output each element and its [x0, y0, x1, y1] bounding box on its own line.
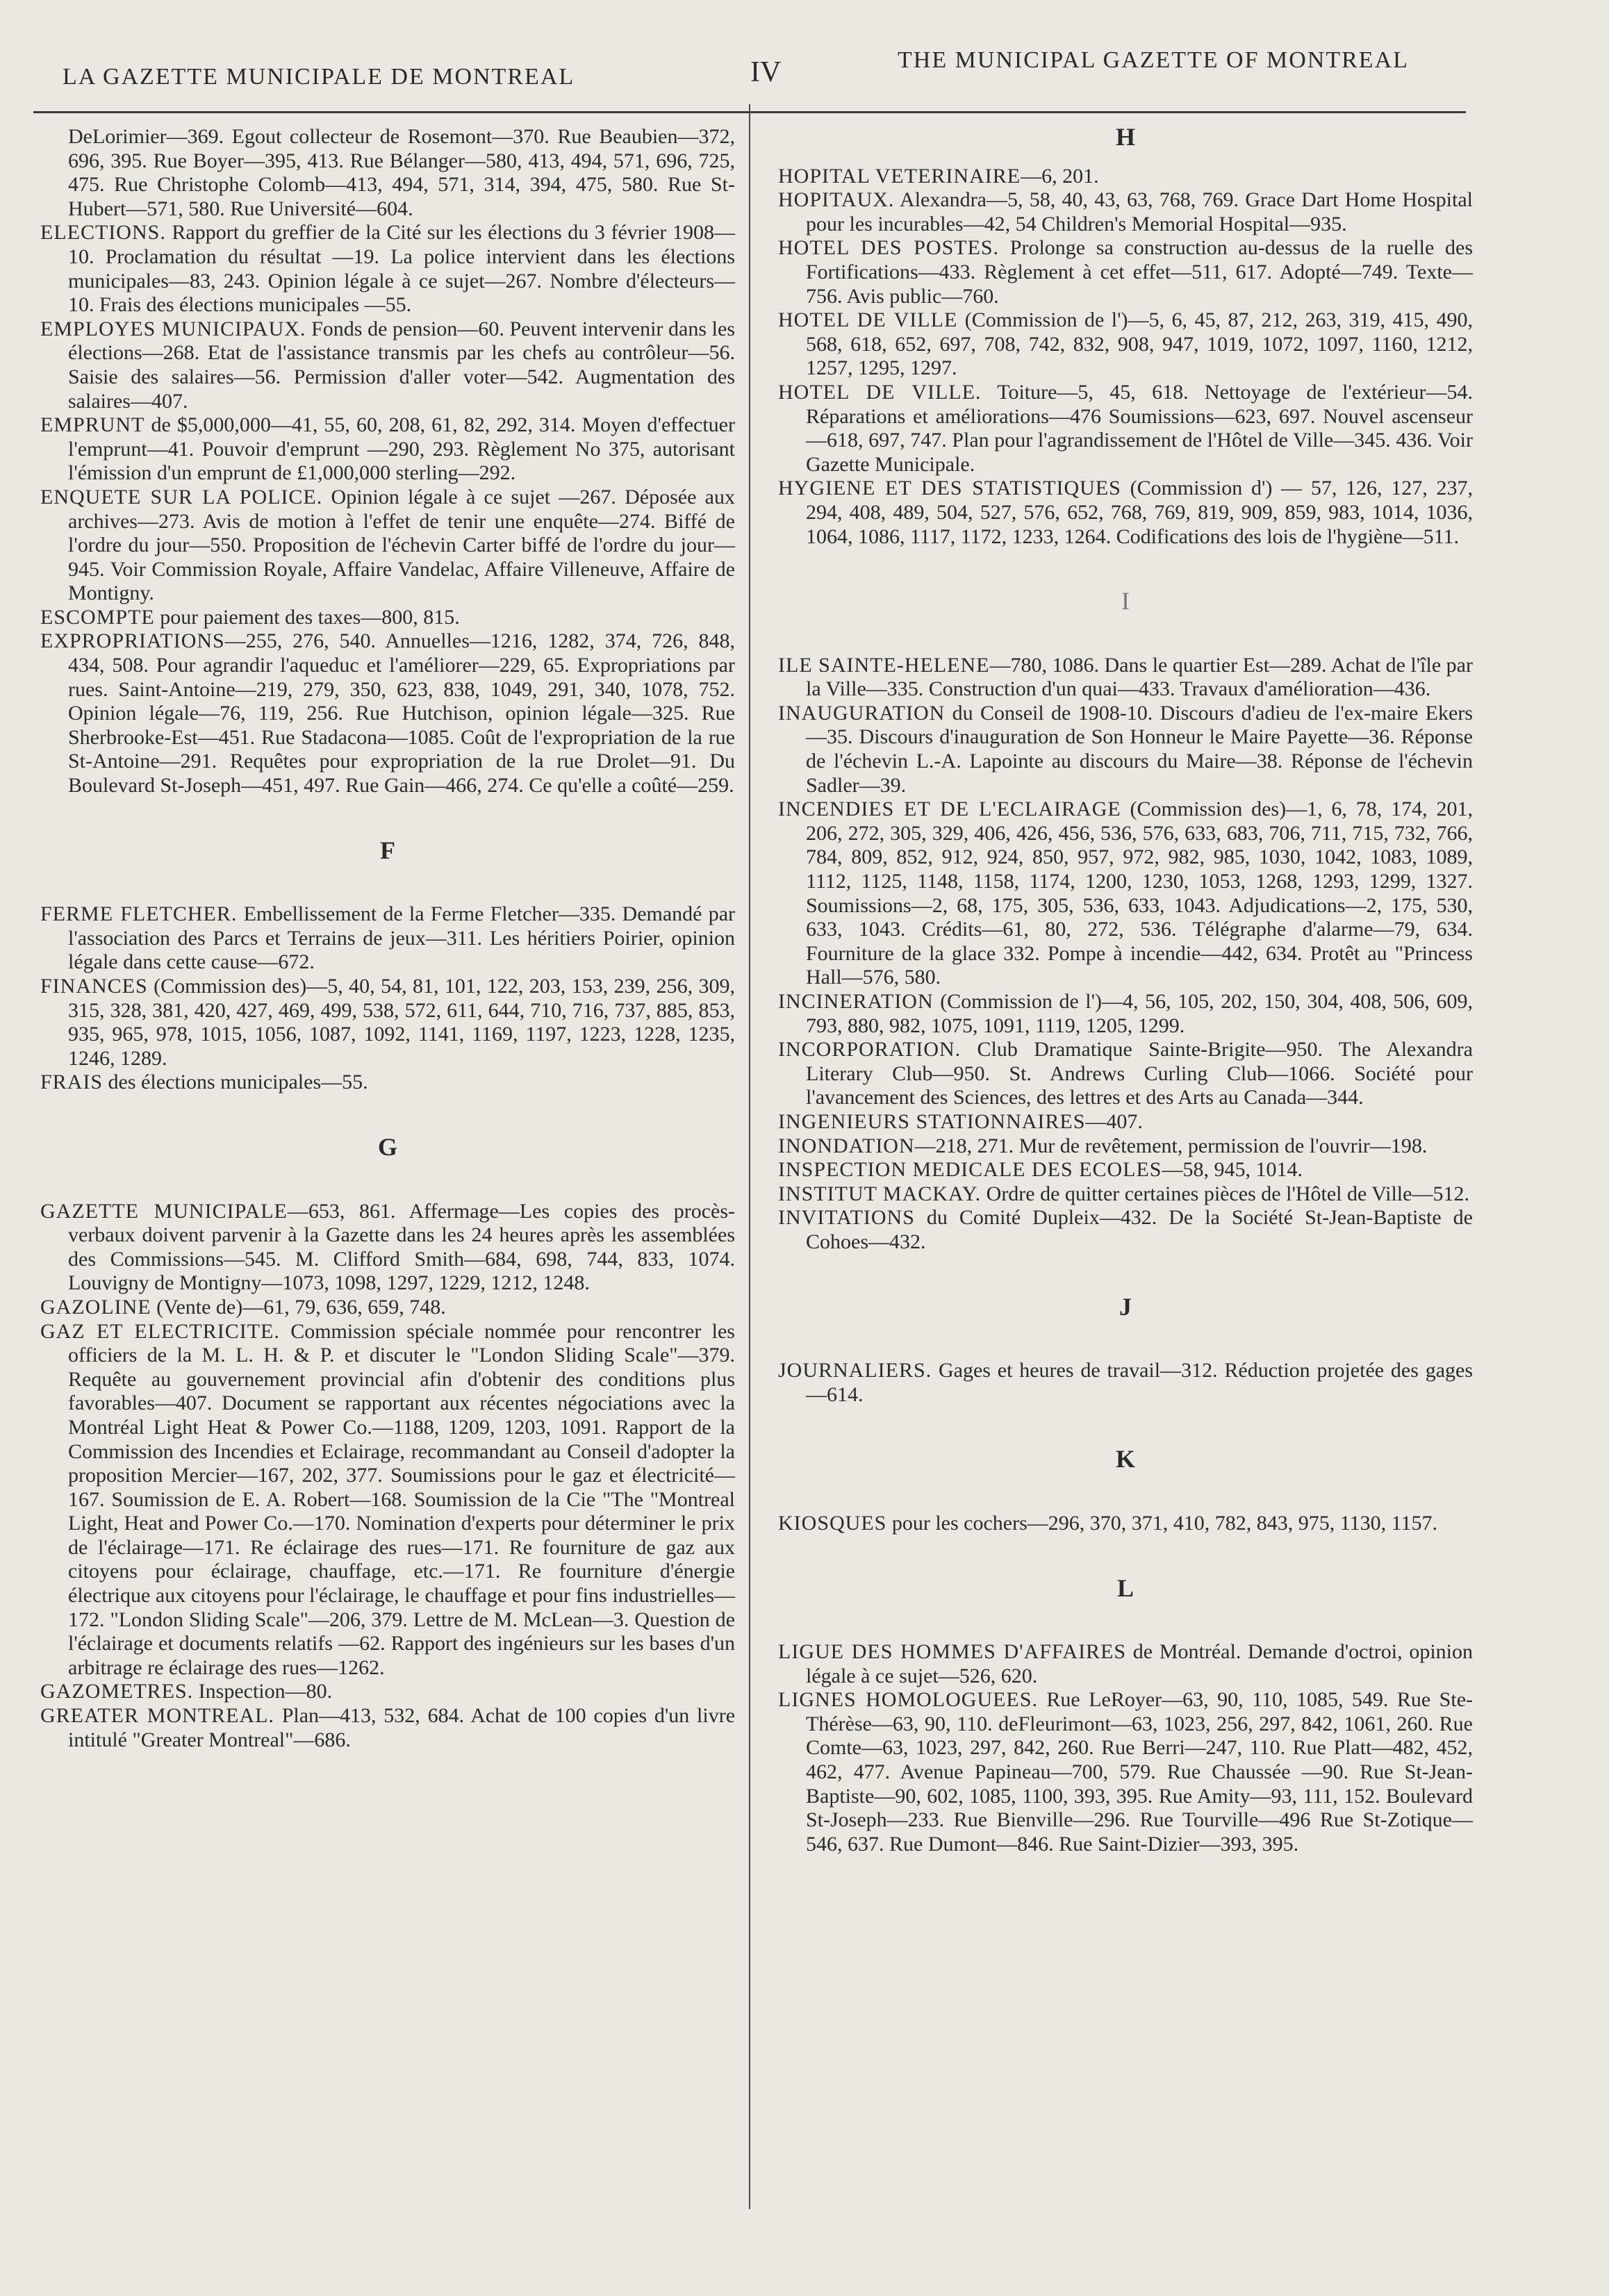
index-entry: KIOSQUES pour les cochers—296, 370, 371, 410, 782, 843, 975, 1130, 1157. [778, 1511, 1438, 1535]
header-title-english: THE MUNICIPAL GAZETTE OF MONTREAL [898, 47, 1409, 73]
index-entry: EXPROPRIATIONS—255, 276, 540. Annuelles—1216, 1282, 374, 726, 848, 434, 508. Pour agrandir l'aqueduc et l'améliorer—229, 65. Expropriations par rues. Saint-Antoine—219, 279, 350, 623, 838, 1049, 291, 340, 1078, 752. Opinion légale—76, 119, 256. Rue Hutchison, opinion légale—325. Rue Sherbrooke-Est—451. Rue Stadacona—1085. Coût de l'expropriation de la rue St-Antoine—291. Requêtes pour expropriation de la rue Drolet—91. Du Boulevard St-Joseph—451, 497. Rue Gain—466, 274. Ce qu'elle a coûté—259. [40, 629, 735, 798]
index-entry: INGENIEURS STATIONNAIRES—407. [778, 1109, 1143, 1133]
index-entry: INSTITUT MACKAY. Ordre de quitter certaines pièces de l'Hôtel de Ville—512. [778, 1182, 1469, 1205]
index-entry: ILE SAINTE-HELENE—780, 1086. Dans le quartier Est—289. Achat de l'île par la Ville—335. Construction d'un quai—433. Travaux d'amélioration—436. [778, 653, 1473, 701]
section-letter-i: I [1121, 587, 1130, 616]
index-entry: INCINERATION (Commission de l')—4, 56, 105, 202, 150, 304, 408, 506, 609, 793, 880, 982, 1075, 1091, 1119, 1205, 1299. [778, 990, 1473, 1037]
index-entry: ELECTIONS. Rapport du greffier de la Cité sur les élections du 3 février 1908—10. Proclamation du résultat —19. La police intervient dans les élections municipales—83, 243. Opinion légale à ce sujet—267. Nombre d'électeurs—10. Frais des élections municipales —55. [40, 221, 735, 317]
column-divider [749, 104, 750, 2209]
section-letter-k: K [1115, 1445, 1135, 1473]
index-entry: FERME FLETCHER. Embellissement de la Ferme Fletcher—335. Demandé par l'association des Parcs et Terrains de jeux—311. Les héritiers Poirier, opinion légale dans cette cause—672. [40, 902, 735, 974]
index-entry: HOTEL DE VILLE. Toiture—5, 45, 618. Nettoyage de l'extérieur—54. Réparations et améliorations—476 Soumissions—623, 697. Nouvel ascenseur—618, 697, 747. Plan pour l'agrandissement de l'Hôtel de Ville—345. 436. Voir Gazette Municipale. [778, 380, 1473, 476]
left-column [40, 125, 735, 1752]
index-entry: EMPRUNT de $5,000,000—41, 55, 60, 208, 61, 82, 292, 314. Moyen d'effectuer l'emprunt—41. Pouvoir d'emprunt —290, 293. Règlement No 375, autorisant l'émission d'un emprunt de £1,000,000 sterling—292. [40, 413, 735, 485]
index-entry: INVITATIONS du Comité Dupleix—432. De la Société St-Jean-Baptiste de Cohoes—432. [778, 1206, 1473, 1253]
index-entry: LIGNES HOMOLOGUEES. Rue LeRoyer—63, 90, 110, 1085, 549. Rue Ste-Thérèse—63, 90, 110. deFleurimont—63, 1023, 256, 297, 842, 1061, 260. Rue Comte—63, 1023, 297, 842, 260. Rue Berri—247, 110. Rue Platt—482, 452, 462, 477. Avenue Papineau—700, 579. Rue Chaussée —90. Rue St-Jean-Baptiste—90, 602, 1085, 1100, 393, 395. Rue Amity—93, 111, 152. Boulevard St-Joseph—233. Rue Bienville—296. Rue Tourville—496 Rue St-Zotique—546, 637. Rue Dumont—846. Rue Saint-Dizier—393, 395. [778, 1688, 1473, 1856]
index-entry: HOPITAL VETERINAIRE—6, 201. [778, 164, 1099, 188]
index-entry: HYGIENE ET DES STATISTIQUES (Commission d') — 57, 126, 127, 237, 294, 408, 489, 504, 527, 576, 652, 768, 769, 819, 909, 859, 983, 1014, 1036, 1064, 1086, 1117, 1172, 1233, 1264. Codifications des lois de l'hygiène—511. [778, 477, 1473, 548]
f-section [40, 902, 735, 1095]
i-section [778, 654, 1473, 1255]
header-title-french: LA GAZETTE MUNICIPALE DE MONTREAL [63, 64, 575, 90]
index-entry: JOURNALIERS. Gages et heures de travail—312. Réduction projetée des gages—614. [778, 1359, 1473, 1406]
e-section [40, 221, 735, 798]
k-section [778, 1512, 1473, 1536]
index-entry: GAZ ET ELECTRICITE. Commission spéciale nommée pour rencontrer les officiers de la M. L. H. & P. et discuter le "London Sliding Scale"—379. Requête au gouvernement provincial afin d'obtenir des conditions plus favorables—407. Document se rapportant aux récentes négociations avec la Montréal Light Heat & Power Co.—1188, 1209, 1203, 1091. Rapport de la Commission des Incendies et Eclairage, recommandant au Conseil d'adopter la proposition Mercier—167, 202, 377. Soumissions pour le gaz et électricité—167. Soumission de E. A. Robert—168. Soumission de la Cie "The "Montreal Light, Heat and Power Co.—170. Nomination d'experts pour déterminer le prix de l'éclairage—171. Re éclairage des rues—171. Re fourniture de gaz aux citoyens pour éclairage, chauffage, etc.—171. Re fourniture d'énergie électrique aux citoyens pour l'éclairage, le chauffage et pour fins industrielles—172. "London Sliding Scale"—206, 379. Lettre de M. McLean—3. Question de l'éclairage et documents relatifs —62. Rapport des ingénieurs sur les bases d'un arbitrage re éclairage des rues—1262. [40, 1319, 735, 1679]
d-continuation: DeLorimier—369. Egout collecteur de Rosemont—370. Rue Beaubien—372, 696, 395. Rue Boyer—395, 413. Rue Bélanger—580, 413, 494, 571, 696, 725, 475. Rue Christophe Colomb—413, 494, 571, 314, 394, 475, 580. Rue St-Hubert—571, 580. Rue Université—604. [68, 125, 735, 220]
index-entry: INSPECTION MEDICALE DES ECOLES—58, 945, 1014. [778, 1158, 1303, 1182]
index-entry: ESCOMPTE pour paiement des taxes—800, 815. [40, 605, 460, 629]
index-entry: INCORPORATION. Club Dramatique Sainte-Brigite—950. The Alexandra Literary Club—950. St. Andrews Curling Club—1066. Société pour l'avancement des Sciences, des lettres et des Arts au Canada—344. [778, 1038, 1473, 1109]
index-entry: INCENDIES ET DE L'ECLAIRAGE (Commission des)—1, 6, 78, 174, 201, 206, 272, 305, 329, 406, 426, 456, 536, 576, 633, 683, 706, 711, 715, 732, 766, 784, 809, 852, 912, 924, 850, 957, 972, 982, 985, 1030, 1042, 1083, 1089, 1112, 1125, 1148, 1158, 1174, 1200, 1230, 1053, 1268, 1293, 1299, 1327. Soumissions—2, 68, 175, 305, 536, 633, 1043. Adjudications—2, 175, 530, 633, 1043. Crédits—61, 80, 272, 536. Télégraphe d'alarme—79, 634. Fourniture de la glace 332. Pompe à incendie—442, 634. Protêt au "Princess Hall—576, 580. [778, 798, 1473, 989]
index-entry: EMPLOYES MUNICIPAUX. Fonds de pension—60. Peuvent intervenir dans les élections—268. Etat de l'assistance transmis par les chefs au contrôleur—56. Saisie des salaires—56. Permission d'aller voter—542. Augmentation des salaires—407. [40, 317, 735, 413]
l-section [778, 1640, 1473, 1856]
index-entry: INONDATION—218, 271. Mur de revêtement, permission de l'ouvrir—198. [778, 1134, 1428, 1157]
index-entry: HOPITAUX. Alexandra—5, 58, 40, 43, 63, 768, 769. Grace Dart Home Hospital pour les incurables—42, 54 Children's Memorial Hospital—935. [778, 188, 1473, 236]
index-entry: GAZETTE MUNICIPALE—653, 861. Affermage—Les copies des procès-verbaux doivent parvenir à la Gazette dans les 24 heures après les assemblées des Commissions—545. M. Clifford Smith—684, 698, 744, 833, 1074. Louvigny de Montigny—1073, 1098, 1297, 1229, 1212, 1248. [40, 1199, 735, 1295]
index-entry: FINANCES (Commission des)—5, 40, 54, 81, 101, 122, 203, 153, 239, 256, 309, 315, 328, 381, 420, 427, 469, 499, 538, 572, 611, 644, 710, 716, 737, 885, 853, 935, 965, 978, 1015, 1056, 1087, 1092, 1141, 1169, 1197, 1223, 1228, 1235, 1246, 1289. [40, 975, 735, 1070]
section-letter-g: G [377, 1132, 397, 1161]
index-entry: HOTEL DE VILLE (Commission de l')—5, 6, 45, 87, 212, 263, 319, 415, 490, 568, 618, 652, 697, 708, 742, 832, 908, 947, 1019, 1072, 1097, 1160, 1212, 1257, 1295, 1297. [778, 308, 1473, 380]
g-section [40, 1200, 735, 1753]
index-entry: GAZOLINE (Vente de)—61, 79, 636, 659, 748. [40, 1295, 446, 1319]
section-letter-f: F [380, 836, 395, 864]
index-entry: GAZOMETRES. Inspection—80. [40, 1680, 333, 1703]
index-entry: INAUGURATION du Conseil de 1908-10. Discours d'adieu de l'ex-maire Ekers—35. Discours d'inauguration de Son Honneur le Maire Payette—36. Réponse de l'échevin L.-A. Lapointe au discours du Maire—38. Réponse de l'échevin Sadler—39. [778, 701, 1473, 797]
index-entry: ENQUETE SUR LA POLICE. Opinion légale à ce sujet —267. Déposée aux archives—273. Avis de motion à l'effet de tenir une enquête—274. Biffé de l'ordre du jour—550. Proposition de l'échevin Carter biffé de l'ordre du jour—945. Voir Commission Royale, Affaire Vandelac, Affaire Villeneuve, Affaire de Montigny. [40, 485, 735, 605]
index-entry: FRAIS des élections municipales—55. [40, 1071, 368, 1094]
index-entry: GREATER MONTREAL. Plan—413, 532, 684. Achat de 100 copies d'un livre intitulé "Greater Montreal"—686. [40, 1704, 736, 1751]
page-number: IV [750, 56, 782, 88]
index-entry: LIGUE DES HOMMES D'AFFAIRES de Montréal. Demande d'octroi, opinion légale à ce sujet—526, 620. [778, 1640, 1473, 1687]
running-header [42, 42, 1466, 90]
section-letter-l: L [1116, 1574, 1134, 1602]
index-entry: HOTEL DES POSTES. Prolonge sa construction au-dessus de la ruelle des Fortifications—433. Règlement à cet effet—511, 617. Adopté—749. Texte—756. Avis public—760. [778, 236, 1473, 308]
right-column [778, 125, 1473, 1856]
j-section [778, 1359, 1473, 1407]
section-letter-h: H [1115, 123, 1135, 151]
section-letter-j: J [1119, 1292, 1132, 1321]
h-section [778, 165, 1473, 550]
